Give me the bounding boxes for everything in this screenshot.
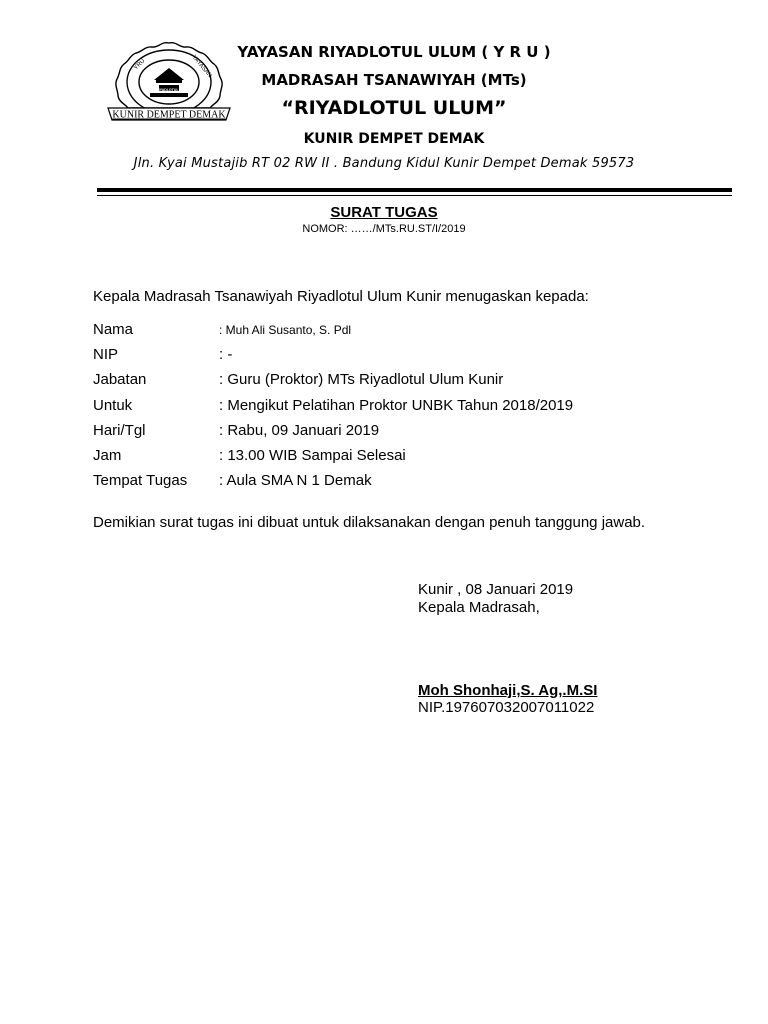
school-location: KUNIR DEMPET DEMAK [303,131,485,147]
field-value-jam: : 13.00 WIB Sampai Selesai [219,447,406,464]
signature-nip: NIP.197607032007011022 [418,699,595,716]
letterhead-divider-thick [97,188,732,192]
field-value-jabatan: : Guru (Proktor) MTs Riyadlotul Ulum Kunir [219,371,504,388]
signature-position: Kepala Madrasah, [418,599,540,616]
field-label-nama: Nama [93,321,134,338]
field-value-untuk: : Mengikut Pelatihan Proktor UNBK Tahun 2018/2019 [219,397,574,414]
field-label-untuk: Untuk [93,397,133,414]
logo-text-banner: MTs RIYADLOTUL ULUM [148,88,190,92]
field-label-nip: NIP [93,346,119,363]
logo-text-top-left: YRU [133,58,147,72]
field-label-jabatan: Jabatan [93,371,147,388]
field-value-tempat-tugas: : Aula SMA N 1 Demak [219,472,372,489]
field-label-jam: Jam [93,447,122,464]
foundation-name: YAYASAN RIYADLOTUL ULUM ( Y R U ) [237,43,551,61]
logo-text-top-right: YAYASAN [190,54,213,79]
school-name: “RIYADLOTUL ULUM” [281,97,507,119]
field-value-nip: : - [219,346,233,363]
signature-place-date: Kunir , 08 Januari 2019 [418,581,574,598]
field-label-tempat-tugas: Tempat Tugas [93,472,188,489]
letterhead-divider-thin [97,195,732,196]
letter-closing: Demikian surat tugas ini dibuat untuk dilaksanakan dengan penuh tanggung jawab. [93,514,646,531]
logo-text-bottom: KUNIR DEMPET DEMAK [112,109,226,121]
signature-name: Moh Shonhaji,S. Ag,.M.SI [418,682,598,699]
letter-number: NOMOR: ……/MTs.RU.ST/I/2019 [302,223,466,235]
letter-title: SURAT TUGAS [330,204,438,221]
field-label-hari-tgl: Hari/Tgl [93,422,146,439]
letter-intro: Kepala Madrasah Tsanawiyah Riyadlotul Ulum Kunir menugaskan kepada: [93,288,589,305]
school-type: MADRASAH TSANAWIYAH (MTs) [261,71,527,89]
field-value-nama: : Muh Ali Susanto, S. Pdl [219,323,352,337]
school-address: Jln. Kyai Mustajib RT 02 RW II . Bandung Kidul Kunir Dempet Demak 59573 [133,156,635,171]
field-value-hari-tgl: : Rabu, 09 Januari 2019 [219,422,380,439]
